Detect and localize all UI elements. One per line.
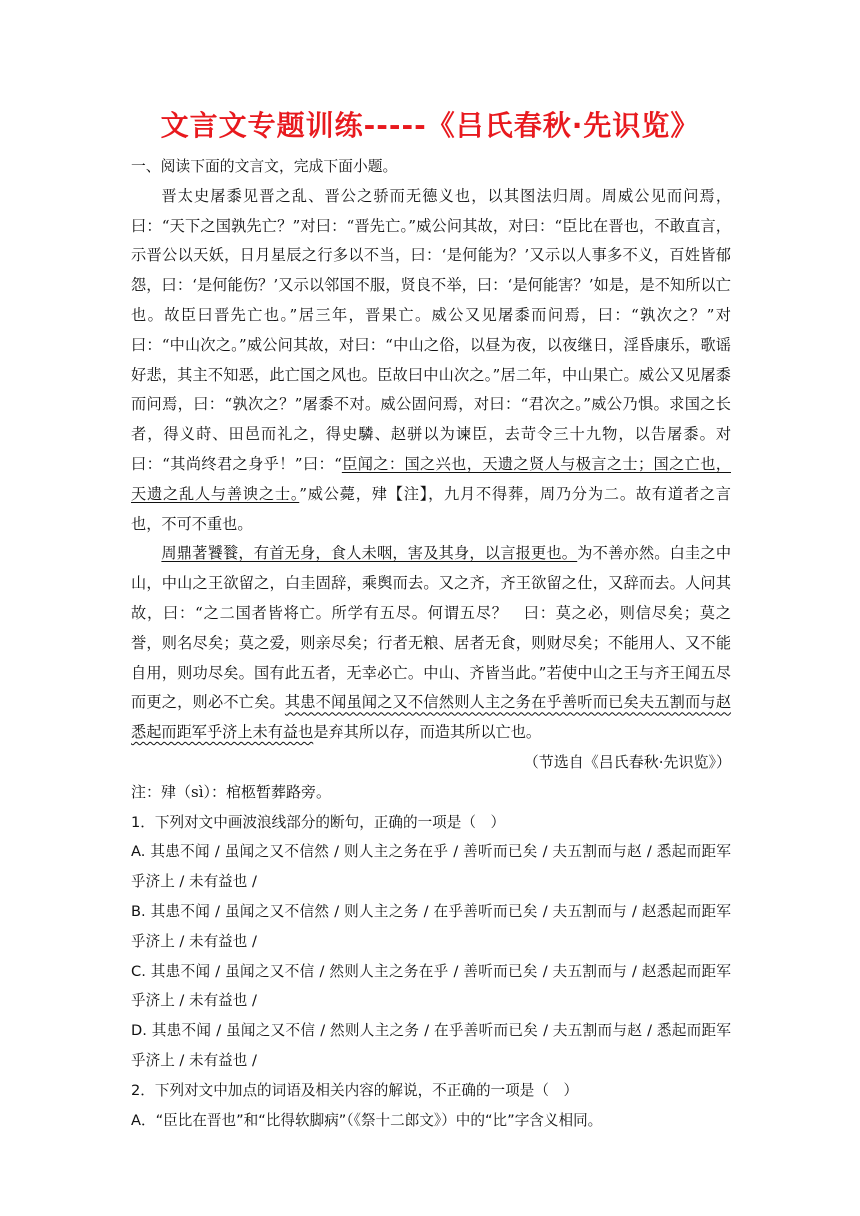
answer-option: C. 其患不闻 / 虽闻之又不信 / 然则人主之务在乎 / 善听而已矣 / 夫五割而与 / 赵悉起而距军乎济上 / 未有益也 / (131, 962, 731, 1010)
answer-option: D. 其患不闻 / 虽闻之又不信 / 然则人主之务 / 在乎善听而已矣 / 夫五割而与赵 / 悉起而距军乎济上 / 未有益也 / (131, 1022, 731, 1069)
document-content (131, 152, 731, 1135)
answer-option: B. 其患不闻 / 虽闻之又不信然 / 则人主之务 / 在乎善听而已矣 / 夫五割而与 / 赵悉起而距军乎济上 / 未有益也 / (131, 902, 731, 950)
passage-paragraph-2 (131, 539, 731, 748)
wavy-underlined-sentence: 其患不闻虽闻之又不信然则人主之务在乎善听而已矣夫五割而与赵悉起而距军乎济上未有益也 (131, 693, 732, 742)
passage-text: 为不善亦然。白圭之中山，中山之王欲留之，白圭固辞，乘舆而去。又之齐，齐王欲留之仕，又辞而去。人问其故，曰：“之二国者皆将亡。所学有五尽。何谓五尽？ 曰：莫之必，则信尽矣；莫之誉，则名尽矣；莫之爱，则亲尽矣；行者无粮、居者无食，则财尽矣；不能用人、又不能自用，则功尽矣。国有此五者，无幸必亡。中山、齐皆当此。”若使中山之王与齐王闻五尽而更之，则必不亡矣。 (131, 544, 732, 712)
passage-text: 晋太史屠黍见晋之乱、晋公之骄而无德义也，以其图法归周。周威公见而问焉，曰：“天下之国孰先亡？”对曰：“晋先亡。”威公问其故，对曰：“臣比在晋也，不敢直言，示晋公以天妖，日月星辰之行多以不当，曰：‘是何能为？’又示以人事多不义，百姓皆郁怨，曰：‘是何能伤？’又示以邻国不服，贤良不举，曰：‘是何能害？’如是，是不知所以亡也。故臣曰晋先亡也。”居三年，晋果亡。威公又见屠黍而问焉，曰：“孰次之？”对曰：“中山次之。”威公问其故，对曰：“中山之俗，以昼为夜，以夜继日，淫昏康乐，歌谣好悲，其主不知恶，此亡国之风也。臣故曰中山次之。”居二年，中山果亡。威公又见屠黍而问焉，曰：“孰次之？”屠黍不对。威公固问焉，对曰：“君次之。”威公乃惧。求国之长者，得义莳、田邑而礼之，得史驎、赵骈以为谏臣，去苛令三十九物，以告屠黍。对曰：“其尚终君之身乎！”曰：“ (131, 186, 731, 473)
passage-paragraph-1 (131, 182, 731, 540)
document-title: 文言文专题训练-----《吕氏春秋·先识览》 (160, 109, 700, 142)
underlined-sentence: 周鼎著饕餮，有首无身，食人未咽，害及其身，以言报更也。 (161, 544, 578, 563)
passage-source: （节选自《吕氏春秋·先识览》） (523, 752, 731, 771)
answer-option: A. 其患不闻 / 虽闻之又不信然 / 则人主之务在乎 / 善听而已矣 / 夫五割而与赵 / 悉起而距军乎济上 / 未有益也 / (131, 843, 731, 891)
question-stem: 2．下列对文中加点的词语及相关内容的解说，不正确的一项是（ ） (131, 1081, 579, 1099)
passage-text: ”威公薨，肂【注】，九月不得葬，周乃分为二。故有道者之言也，不可不重也。 (131, 484, 731, 533)
section-heading: 一、阅读下面的文言文，完成下面小题。 (131, 158, 398, 175)
annotation-note: 注：肂（sì）：棺柩暂葬路旁。 (131, 782, 331, 801)
passage-text: 是弃其所以存，而造其所以亡也。 (313, 723, 542, 742)
answer-option: A．“臣比在晋也”和“比得软脚病”（《祭十二郎文》）中的“比”字含义相同。 (131, 1111, 603, 1129)
question-stem: 1．下列对文中画波浪线部分的断句，正确的一项是（ ） (131, 813, 506, 831)
underlined-sentence: 臣闻之：国之兴也，天遗之贤人与极言之士；国之亡也，天遗之乱人与善谀之士。 (131, 454, 731, 503)
